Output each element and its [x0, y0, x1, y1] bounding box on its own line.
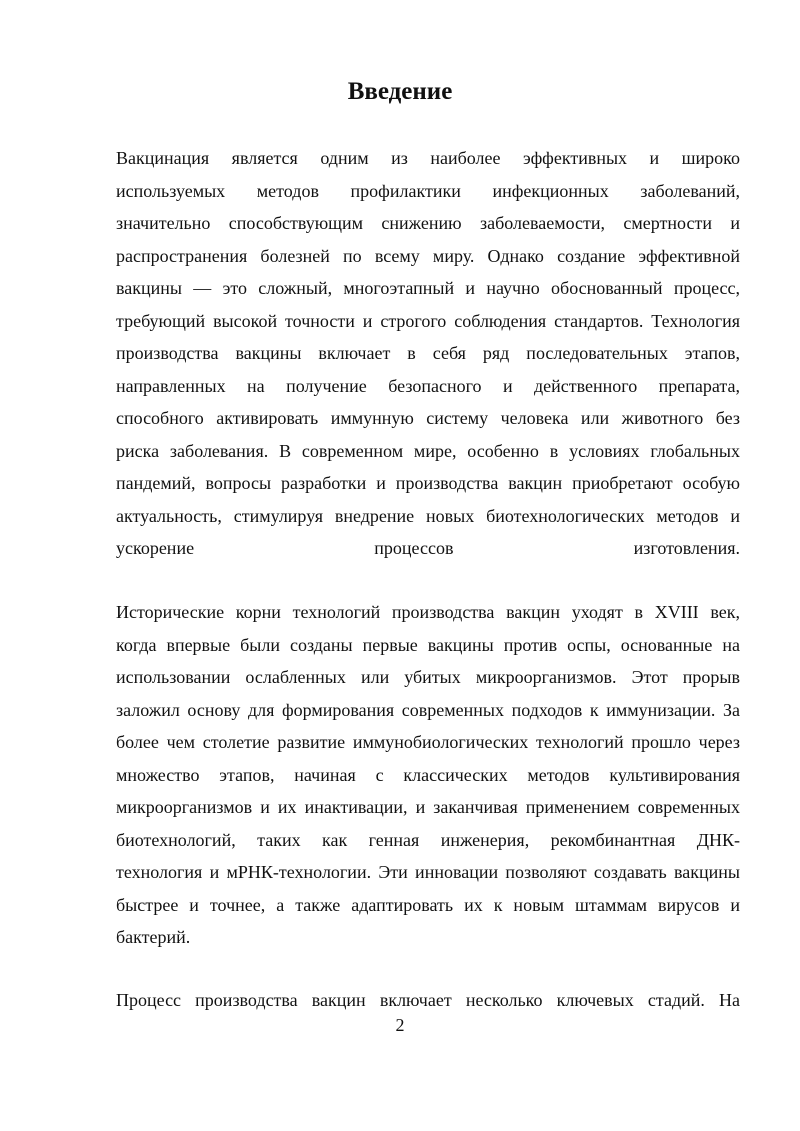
- text-line: биотехнологий, таких как генная инженерия, рекомбинантная ДНК-: [116, 829, 740, 850]
- text-line: требующий высокой точности и строгого соблюдения стандартов. Технология: [116, 310, 740, 331]
- text-line: ускорение процессов изготовления.: [116, 538, 740, 558]
- paragraph-history: [116, 596, 740, 954]
- text-line: распространения болезней по всему миру. Однако создание эффективной: [116, 245, 740, 266]
- text-line: Процесс производства вакцин включает несколько ключевых стадий. На: [116, 990, 740, 1010]
- text-line: Исторические корни технологий производства вакцин уходят в XVIII век,: [116, 602, 740, 622]
- text-line: технология и мРНК-технологии. Эти инновации позволяют создавать вакцины: [116, 862, 740, 882]
- text-line: риска заболевания. В современном мире, особенно в условиях глобальных: [116, 440, 740, 461]
- text-line: направленных на получение безопасного и действенного препарата,: [116, 375, 740, 396]
- text-line: использовании ослабленных или убитых микроорганизмов. Этот прорыв: [116, 667, 740, 687]
- text-line: Вакцинация является одним из наиболее эффективных и широко: [116, 148, 740, 168]
- text-line: быстрее и точнее, а также адаптировать их к новым штаммам вирусов и: [116, 894, 740, 915]
- text-line: микроорганизмов и их инактивации, и заканчивая применением современных: [116, 797, 740, 817]
- text-line: более чем столетие развитие иммунобиологических технологий прошло через: [116, 732, 740, 752]
- text-line: бактерий.: [116, 927, 191, 947]
- text-line: актуальность, стимулируя внедрение новых биотехнологических методов и: [116, 505, 740, 526]
- text-line: используемых методов профилактики инфекционных заболеваний,: [116, 180, 740, 201]
- text-line: множество этапов, начиная с классических методов культивирования: [116, 764, 740, 785]
- text-line: пандемий, вопросы разработки и производства вакцин приобретают особую: [116, 473, 740, 493]
- text-line: когда впервые были созданы первые вакцины против оспы, основанные на: [116, 634, 740, 655]
- paragraph-introduction: [116, 142, 740, 565]
- page-title: Введение: [347, 78, 453, 105]
- text-line: заложил основу для формирования современных подходов к иммунизации. За: [116, 699, 740, 720]
- text-line: производства вакцины включает в себя ряд последовательных этапов,: [116, 343, 740, 363]
- page-number: 2: [395, 1015, 405, 1035]
- text-line: способного активировать иммунную систему человека или животного без: [116, 408, 740, 428]
- text-line: значительно способствующим снижению заболеваемости, смертности и: [116, 213, 740, 233]
- text-line: вакцины — это сложный, многоэтапный и научно обоснованный процесс,: [116, 278, 740, 298]
